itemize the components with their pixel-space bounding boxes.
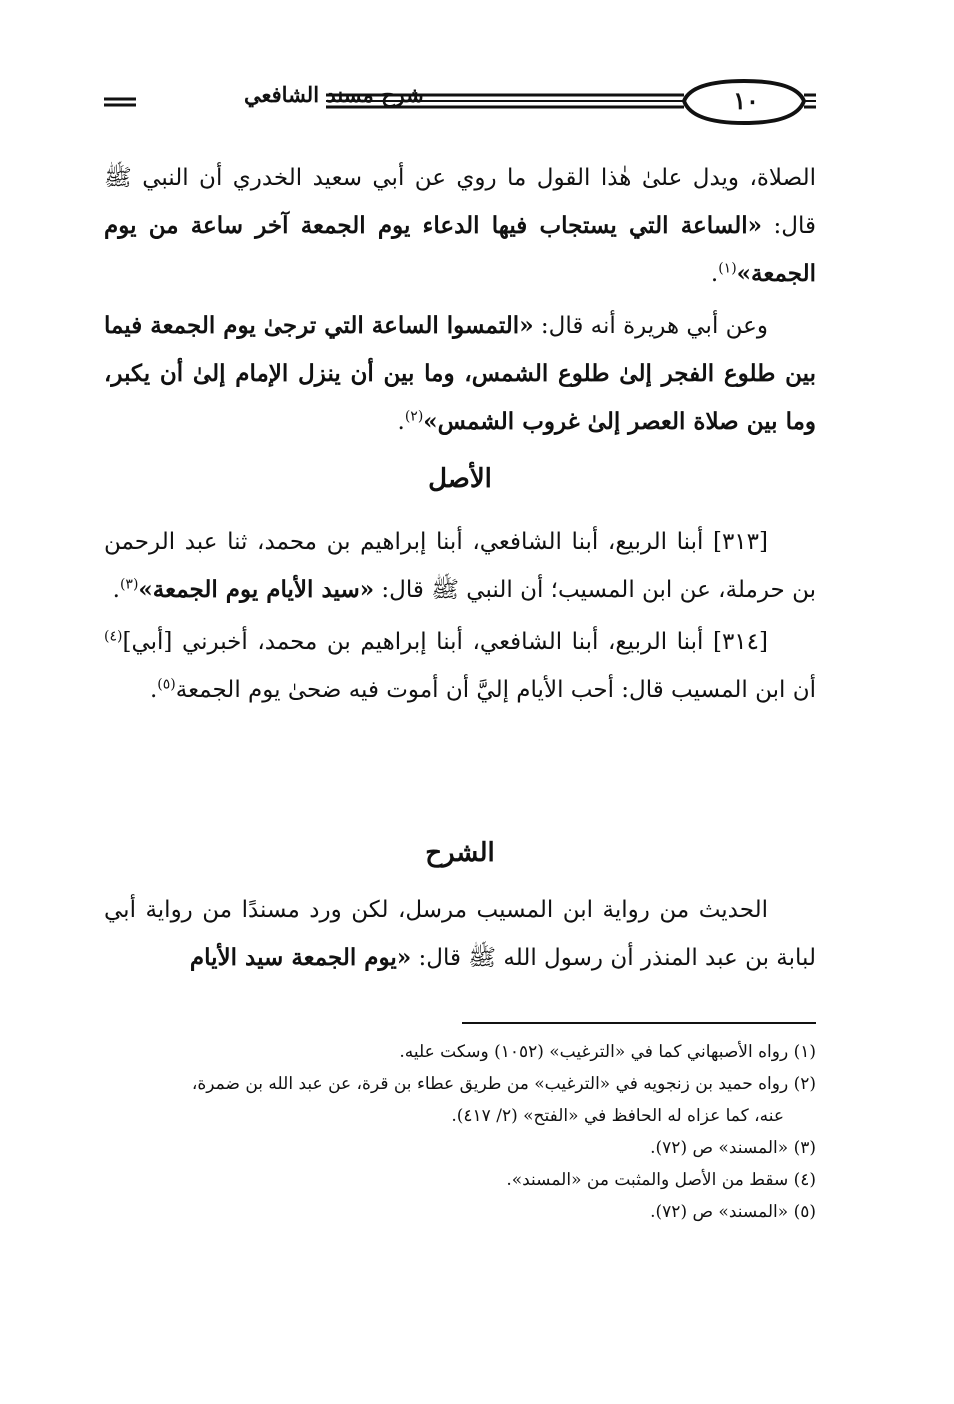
footnote-4: (٤) سقط من الأصل والمثبت من «المسند».	[506, 1170, 816, 1190]
paragraph-2	[104, 302, 816, 446]
footnote-3: (٣) «المسند» ص (٧٢).	[650, 1138, 816, 1158]
footnotes	[104, 1036, 816, 1228]
text-run: وعن أبي هريرة أنه قال:	[533, 313, 769, 339]
hadith-quote: «يوم الجمعة سيد الأيام	[189, 944, 412, 971]
footnote-ref: (١)	[718, 260, 737, 277]
footnote-ref: (٣)	[119, 576, 139, 593]
page-number: ١٠	[733, 86, 759, 115]
footnote-2: (٢) رواه حميد بن زنجويه في «الترغيب» من طريق عطاء بن قرة، عن عبد الله بن ضمرة،	[191, 1074, 816, 1094]
main-text-upper	[104, 154, 816, 446]
paragraph-3	[104, 518, 816, 614]
footnote-1: (١) رواه الأصبهاني كما في «الترغيب» (١٠٥٢) وسكت عليه.	[399, 1042, 816, 1062]
book-title: شرح مسند الشافعي	[244, 82, 424, 107]
text-run: أن ابن المسيب قال: أحب الأيام إليَّ أن أموت فيه ضحىٰ يوم الجمعة	[175, 677, 816, 703]
running-header	[104, 78, 816, 128]
paragraph-1	[104, 154, 816, 298]
hadith-quote: «التمسوا الساعة التي ترجىٰ يوم الجمعة فيما بين طلوع الفجر إلىٰ طلوع الشمس، وما بين أن ينزل الإمام إلىٰ أن يكبر، وما بين صلاة العصر إلىٰ غروب الشمس»	[104, 312, 816, 435]
text-run: .	[710, 261, 719, 287]
text-run: [٣١٣] أبنا الربيع، أبنا الشافعي، أبنا إبراهيم بن محمد، ثنا عبد الرحمن بن حرملة، عن ابن المسيب؛ أن النبي ﷺ قال:	[104, 529, 816, 603]
text-run: [٣١٤] أبنا الربيع، أبنا الشافعي، أبنا إبراهيم بن محمد، أخبرني [أبي]	[122, 629, 768, 655]
footnote-ref: (٥)	[157, 676, 176, 693]
text-run: .	[112, 577, 120, 603]
section-heading-asl: الأصل	[428, 464, 492, 494]
hadith-quote: «سيد الأيام يوم الجمعة»	[138, 576, 375, 603]
text-run: الحديث من رواية ابن المسيب مرسل، لكن ورد مسندًا من رواية أبي لبابة بن عبد المنذر أن رسول الله ﷺ قال:	[104, 897, 816, 971]
footnote-ref: (٢)	[404, 408, 424, 425]
footnote-5: (٥) «المسند» ص (٧٢).	[650, 1202, 816, 1222]
hadith-quote: «الساعة التي يستجاب فيها الدعاء يوم الجمعة آخر ساعة من يوم الجمعة»	[104, 212, 816, 287]
text-run: الصلاة، ويدل علىٰ هٰذا القول ما روي عن أبي سعيد الخدري أن النبي ﷺ قال:	[104, 165, 816, 239]
footnote-2-continuation: عنه، كما عزاه له الحافظ في «الفتح» (٢/ ٤١٧).	[451, 1106, 784, 1126]
text-run: .	[397, 409, 405, 435]
main-text-lower	[104, 886, 816, 982]
paragraph-5	[104, 886, 816, 982]
text-run: .	[149, 677, 158, 703]
footnote-ref: (٤)	[104, 628, 123, 645]
footnote-separator	[462, 1022, 816, 1024]
paragraph-4	[104, 618, 816, 714]
section-heading-sharh: الشرح	[425, 838, 495, 868]
main-text-middle	[104, 518, 816, 714]
